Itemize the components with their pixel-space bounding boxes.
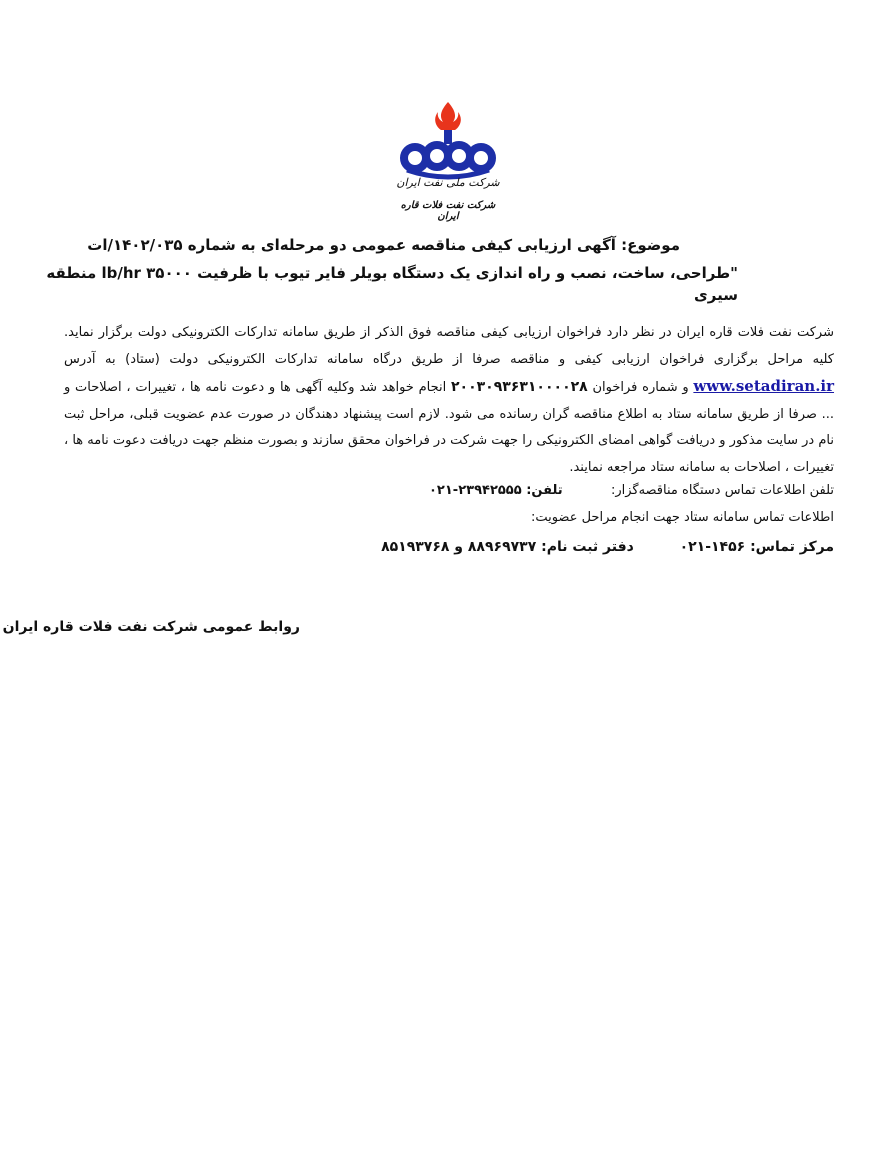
organizer-contact-row [64, 480, 834, 502]
setad-contact-label: اطلاعات تماس سامانه ستاد جهت انجام مراحل عضویت: [530, 510, 834, 525]
tender-number: ۲۰۰۳۰۹۳۶۳۱۰۰۰۰۲۸ [450, 379, 588, 395]
logo-name-line2: شرکت نفت فلات قاره ایران [400, 200, 496, 222]
setad-phones-row [64, 536, 834, 558]
body-paragraph-1: شرکت نفت فلات قاره ایران در نظر دارد فراخوان ارزیابی کیفی مناقصه فوق الذکر از طریق سامانه تدارکات الکترونیکی دولت برگزار نماید. کلیه مراحل برگزاری فراخوان ارزیابی کیفی و مناقصه صرفا از طریق درگاه سامانه تدارکات الکترونیکی دولت (ستاد) به آدرس [64, 325, 834, 367]
registration-office: دفتر ثبت نام: ۸۸۹۶۹۷۳۷ و ۸۵۱۹۳۷۶۸ [381, 539, 634, 555]
subject-heading: موضوع: آگهی ارزیابی کیفی مناقصه عمومی دو مرحله‌ای به شماره ۱۴۰۲/۰۳۵/ات [87, 236, 680, 254]
call-center: مرکز تماس: ۱۴۵۶-۰۲۱ [679, 539, 834, 555]
signature: روابط عمومی شرکت نفت فلات قاره ایران [2, 619, 300, 635]
organizer-phone: تلفن: ۲۳۹۴۲۵۵۵-۰۲۱ [428, 483, 563, 498]
body-paragraph-3: انجام خواهد شد وکلیه آگهی ها و دعوت نامه ها ، تغییرات ، اصلاحات و ... صرفا از طریق سامانه ستاد به اطلاع مناقصه گران رسانده می شود. لازم است پیشنهاد دهندگان در صورت عدم عضویت قبلی، مراحل ثبت نام در سایت مذکور و دریافت گواهی امضای الکترونیکی را جهت شرکت در فراخوان محقق سازند و بصورت منظم جهت دریافت دعوت نامه ها ، تغییرات ، اصلاحات به سامانه ستاد مراجعه نمایند. [64, 380, 834, 475]
project-heading: "طراحی، ساخت، نصب و راه اندازی یک دستگاه بویلر فایر تیوب با ظرفیت lb/hr ۳۵۰۰۰ منطقه سیری [46, 264, 738, 304]
nioc-logo [393, 100, 503, 225]
organizer-contact-label: تلفن اطلاعات تماس دستگاه مناقصه‌گزار: [610, 483, 834, 498]
setad-contact-row [64, 507, 834, 529]
body-paragraph-2: و شماره فراخوان [592, 380, 689, 395]
setad-website-link[interactable]: www.setadiran.ir [693, 377, 835, 395]
logo-name-line1: شرکت ملی نفت ایران [396, 176, 500, 189]
announcement-body [64, 320, 834, 481]
